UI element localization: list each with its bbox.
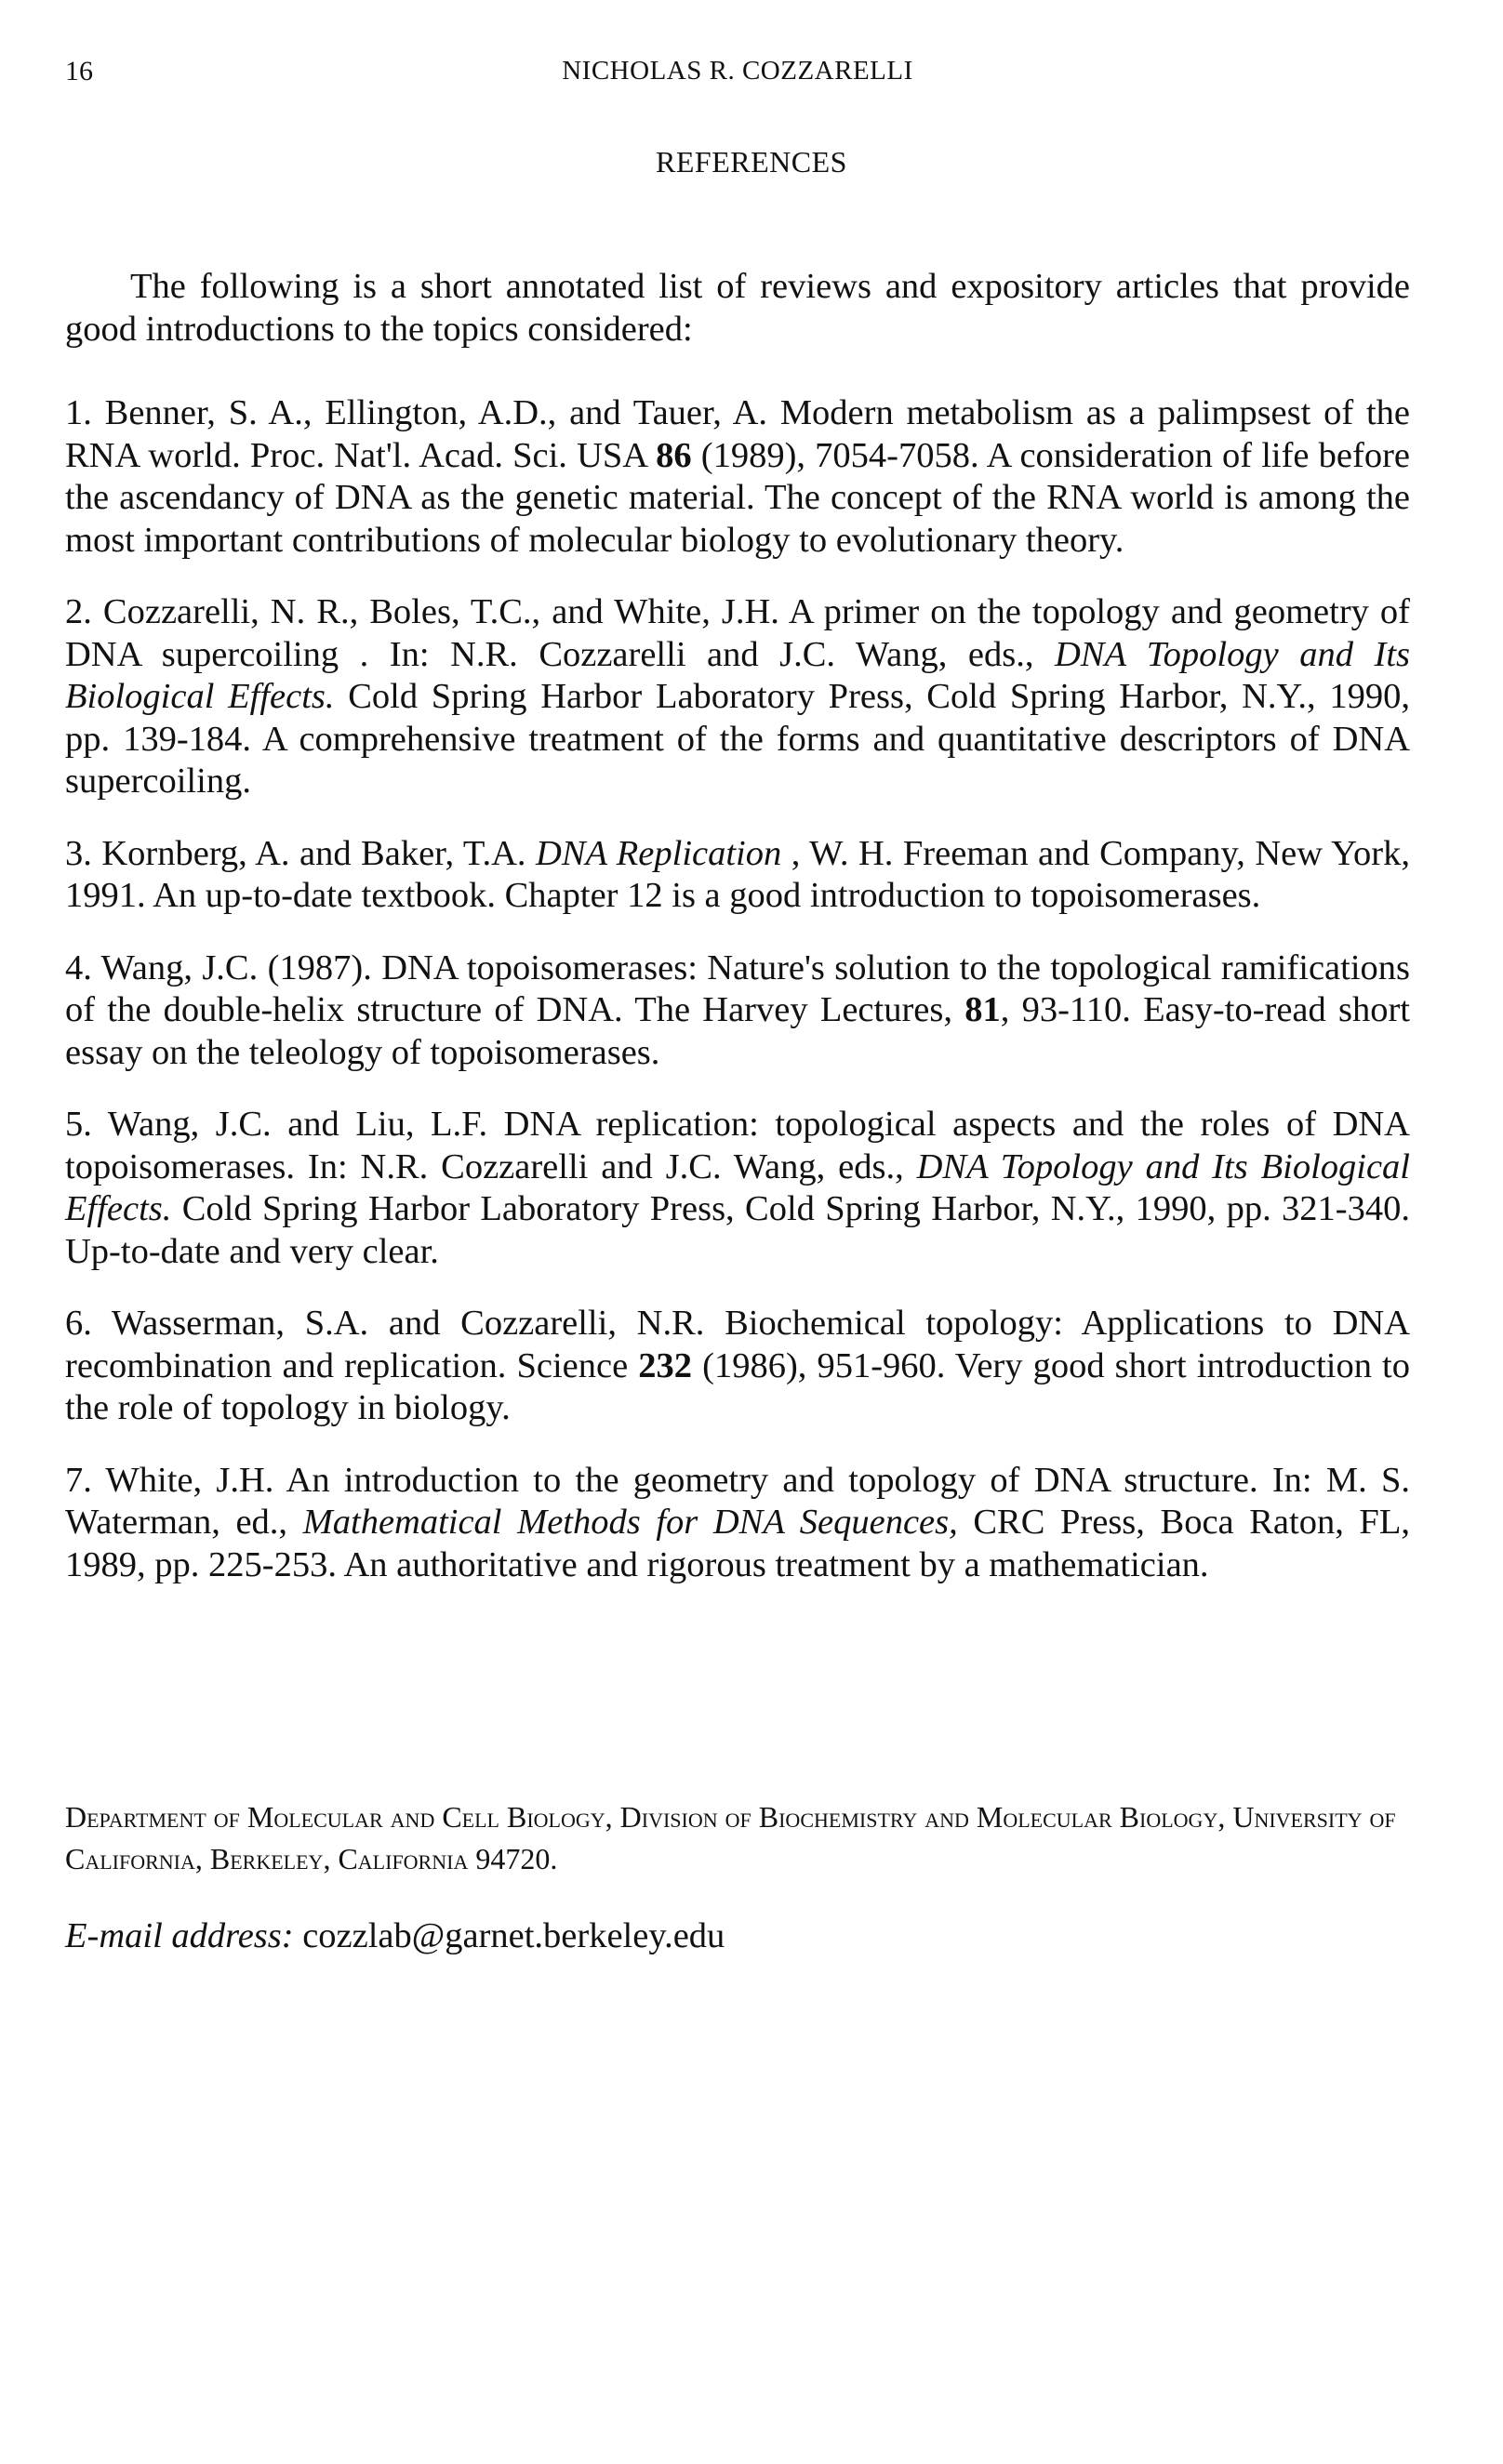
- running-title: NICHOLAS R. COZZARELLI: [562, 56, 913, 86]
- reference-authors: 7. White, J.H.: [65, 1460, 274, 1500]
- reference-volume: 232: [638, 1345, 693, 1385]
- author-affiliation: Department of Molecular and Cell Biology, Division of Biochemistry and Molecular Biology, University of California, Berkeley, California 94720.: [65, 1800, 1396, 1875]
- reference-details: , 93-110. Easy-to-read short essay on the teleology of topoisomerases.: [65, 990, 1410, 1072]
- section-heading: REFERENCES: [656, 145, 847, 179]
- page-number: 16: [65, 56, 93, 86]
- reference-details: Cold Spring Harbor Laboratory Press, Cold Spring Harbor, N.Y., 1990, pp. 139-184. A comprehensive treatment of the forms and quantitative descriptors of DNA supercoiling.: [65, 677, 1410, 801]
- reference-title: DNA replication: topological aspects and the roles of DNA topoisomerases. In: N.R. Cozzarelli and J.C. Wang, eds.,: [65, 1105, 1410, 1186]
- email-address: cozzlab@garnet.berkeley.edu: [293, 1916, 725, 1955]
- reference-item-3: [65, 833, 1410, 918]
- reference-title: Modern metabolism as a palimpsest of the RNA world. Proc. Nat'l. Acad. Sci. USA: [65, 393, 1410, 475]
- reference-authors: 5. Wang, J.C. and Liu, L.F.: [65, 1105, 488, 1144]
- reference-volume: 81: [964, 990, 1001, 1029]
- reference-authors: 1. Benner, S. A., Ellington, A.D., and Tauer, A.: [65, 393, 768, 432]
- reference-details: , W. H. Freeman and Company, New York, 1991. An up-to-date textbook. Chapter 12 is a good introduction to topoisomerases.: [65, 833, 1410, 915]
- reference-item-2: [65, 591, 1410, 803]
- reference-book-title: DNA Topology and Its Biological Effects.: [65, 1146, 1410, 1228]
- reference-details: (1986), 951-960. Very good short introduction to the role of topology in biology.: [65, 1345, 1411, 1427]
- reference-book-title: DNA Topology and Its Biological Effects.: [65, 634, 1410, 716]
- running-head: [65, 56, 1410, 93]
- reference-title: A primer on the topology and geometry of DNA supercoiling . In: N.R. Cozzarelli and J.C. Wang, eds.,: [65, 592, 1411, 674]
- reference-item-7: [65, 1460, 1410, 1587]
- reference-item-5: [65, 1104, 1410, 1273]
- reference-details: CRC Press, Boca Raton, FL, 1989, pp. 225-253. An authoritative and rigorous treatment by a mathematician.: [65, 1503, 1410, 1584]
- reference-details: Cold Spring Harbor Laboratory Press, Cold Spring Harbor, N.Y., 1990, pp. 321-340. Up-to-date and very clear.: [65, 1189, 1410, 1271]
- reference-authors: 3. Kornberg, A. and Baker, T.A.: [65, 833, 537, 873]
- reference-title: An introduction to the geometry and topology of DNA structure. In: M. S. Waterman, ed.,: [65, 1460, 1410, 1542]
- email-label: E-mail address:: [65, 1916, 294, 1955]
- reference-title: DNA topoisomerases: Nature's solution to the topological ramifications of the double-helix structure of DNA. The Harvey Lectures,: [65, 947, 1410, 1029]
- reference-details: (1989), 7054-7058. A consideration of life before the ascendancy of DNA as the genetic material. The concept of the RNA world is among the most important contributions of molecular biology to evolutionary theory.: [65, 435, 1410, 560]
- reference-item-6: [65, 1303, 1410, 1430]
- reference-volume: 86: [656, 435, 692, 475]
- intro-paragraph: The following is a short annotated list of reviews and expository articles that provide good introductions to the topics considered:: [65, 267, 1410, 349]
- reference-item-1: [65, 392, 1410, 562]
- reference-authors: 6. Wasserman, S.A. and Cozzarelli, N.R.: [65, 1304, 705, 1343]
- reference-authors: 4. Wang, J.C. (1987).: [65, 947, 372, 987]
- reference-book-title: DNA Replication: [536, 833, 782, 873]
- reference-title: Biochemical topology: Applications to DNA recombination and replication. Science: [65, 1304, 1410, 1385]
- reference-authors: 2. Cozzarelli, N. R., Boles, T.C., and White, J.H.: [65, 592, 779, 631]
- reference-book-title: Mathematical Methods for DNA Sequences,: [302, 1503, 958, 1542]
- email-line: [65, 1915, 725, 1956]
- reference-item-4: [65, 947, 1410, 1075]
- reference-list: [65, 392, 1410, 1616]
